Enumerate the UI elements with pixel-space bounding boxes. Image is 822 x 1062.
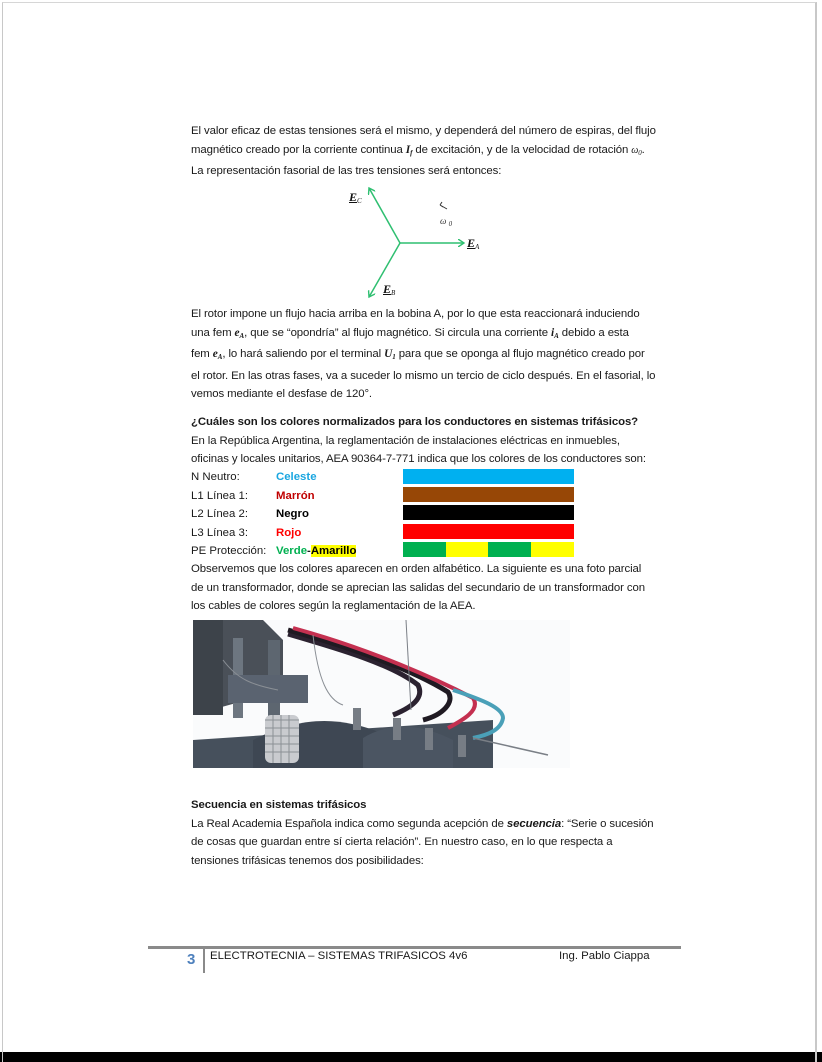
bar-segment-green — [488, 542, 531, 557]
symbol-ia: $i_A$ — [551, 326, 559, 340]
page-number: 3 — [187, 951, 196, 968]
text-line: El valor eficaz de estas tensiones será el mismo, y dependerá del número de espiras, del flujo — [191, 125, 656, 137]
label-eb: $E_B$ — [383, 282, 396, 297]
color-bar-verde-amarillo — [403, 542, 574, 557]
section-sequence — [191, 796, 691, 870]
footer-title: ELECTROTECNIA – SISTEMAS TRIFASICOS 4v6 — [210, 950, 468, 962]
text-line: El rotor impone un flujo hacia arriba en la bobina A, por lo que esta reaccionará induciendo — [191, 308, 640, 320]
footer-rule — [148, 946, 681, 949]
bar-segment-yellow — [446, 542, 488, 557]
color-bar-rojo — [403, 524, 574, 539]
color-bar-marron — [403, 487, 574, 502]
phasor-diagram — [330, 178, 510, 306]
transformer-photo — [193, 620, 570, 768]
bar-segment-green — [403, 542, 446, 557]
footer-author: Ing. Pablo Ciappa — [559, 950, 650, 962]
symbol-omega0: $\omega_0$ — [631, 144, 642, 157]
text-line: el rotor. En las otras fases, va a suceder lo mismo un tercio de ciclo después. En el fasorial, lo — [191, 369, 656, 382]
color-bar-celeste — [403, 469, 574, 484]
text-line: La representación fasorial de las tres tensiones será entonces: — [191, 165, 502, 177]
footer-divider — [203, 948, 205, 973]
label-ec: $E_C$ — [349, 190, 362, 205]
paragraph-intro — [191, 122, 691, 181]
color-bar-negro — [403, 505, 574, 520]
label-omega: ω $_0$ — [440, 216, 453, 228]
paragraph-rotor — [191, 305, 691, 404]
text-line: vemos mediante el desfase de 120°. — [191, 388, 372, 400]
text-line: La Real Academia Española indica como segunda acepción de secuencia: “Serie o sucesión — [191, 817, 654, 830]
emphasis-secuencia: secuencia — [506, 817, 562, 830]
text-line: de un transformador, donde se aprecian las salidas del secundario de un transformador con — [191, 581, 645, 594]
section-heading: ¿Cuáles son los colores normalizados para los conductores en sistemas trifásicos? — [191, 416, 639, 428]
text-line: fem $e_A$, lo hará saliendo por el terminal $U_1$ para que se oponga al flujo magnético creado por — [191, 348, 645, 361]
transformer-image-icon — [193, 620, 570, 768]
text-line: los cables de colores según la reglamentación de la AEA. — [191, 600, 476, 612]
text-line: de cosas que guardan entre sí cierta relación”. En nuestro caso, en lo que respecta a — [191, 836, 613, 848]
symbol-if: $I_f$ — [405, 143, 413, 157]
text-line: magnético creado por la corriente continua $I_f$ de excitación, y de la velocidad de rotación $\omega_0$. — [191, 143, 645, 157]
text-line: una fem $e_A$, que se “opondría” al flujo magnético. Si circula una corriente $i_A$ debido a esta — [191, 326, 629, 340]
symbol-ea: $e_A$ — [234, 326, 245, 340]
symbol-ea: $e_A$ — [212, 348, 223, 361]
label-ea: $E_A$ — [467, 236, 480, 251]
document-page: El valor eficaz de estas tensiones será el mismo, y dependerá del número de espiras, del flujo magnético creado por la corriente continua $I_f$ de excitación, y de la velocidad de rotación $\omega_0$. La representación fasorial de las tres tensiones será entonces: $E_C$ $E_A$ $E_B$ ω $_0$ El rotor impone un flujo hacia arriba en la bobina A, por lo que esta reaccionará induciendo una fem $e_A$, que se “opondría” al flujo magnético. Si circula una corriente $i_A$ debido a esta fem $e_A$, lo hará saliendo por el terminal $U_1$ para que se oponga al flujo magnético creado por el rotor. En las otras fases, va a suceder lo mismo un tercio de ciclo después. En el fasorial, lo vemos mediante el desfase de 120°. ¿Cuáles son los colores normalizados para los conductores en sistemas trifásicos? En la República Argentina, la reglamentación de instalaciones eléctricas en inmuebles, oficinas y locales unitarios, AEA 90364-7-771 indica que los colores de los conductores son: N Neutro: Celeste L1 Línea 1: Marrón L2 Línea 2: Negro L3 Línea 3: Rojo PE Protección: Verde-Amarillo Observemos que los colores aparecen en orden alfabético. La siguiente es una foto parcial de un transformador, donde se aprecian las salidas del secundario de un transformador con los cables de colores según la reglamentación de la AEA. Secuencia en sistemas trifásicos La Real Academia Española indica como segunda acepción de secuencia: “Serie o sucesión de cosas que guardan entre sí cierta relación”. En nuestro caso, en lo que respecta a tensiones trifásicas tenemos dos posibilidades: 3 ELECTROTECNIA – SISTEMAS TRIFASICOS 4v6 Ing. Pablo Ciappa — [0, 0, 822, 1052]
paragraph-colors-note — [191, 560, 691, 616]
symbol-u1: $U_1$ — [384, 348, 396, 361]
section-colors-intro — [191, 413, 691, 469]
text-line: tensiones trifásicas tenemos dos posibilidades: — [191, 854, 424, 867]
text-line: Observemos que los colores aparecen en orden alfabético. La siguiente es una foto parcial — [191, 563, 642, 575]
text-line: oficinas y locales unitarios, AEA 90364-7-771 indica que los colores de los conductores son: — [191, 453, 646, 465]
text-line: En la República Argentina, la reglamentación de instalaciones eléctricas en inmuebles, — [191, 434, 620, 447]
section-heading: Secuencia en sistemas trifásicos — [191, 799, 367, 811]
bar-segment-yellow — [531, 542, 574, 557]
